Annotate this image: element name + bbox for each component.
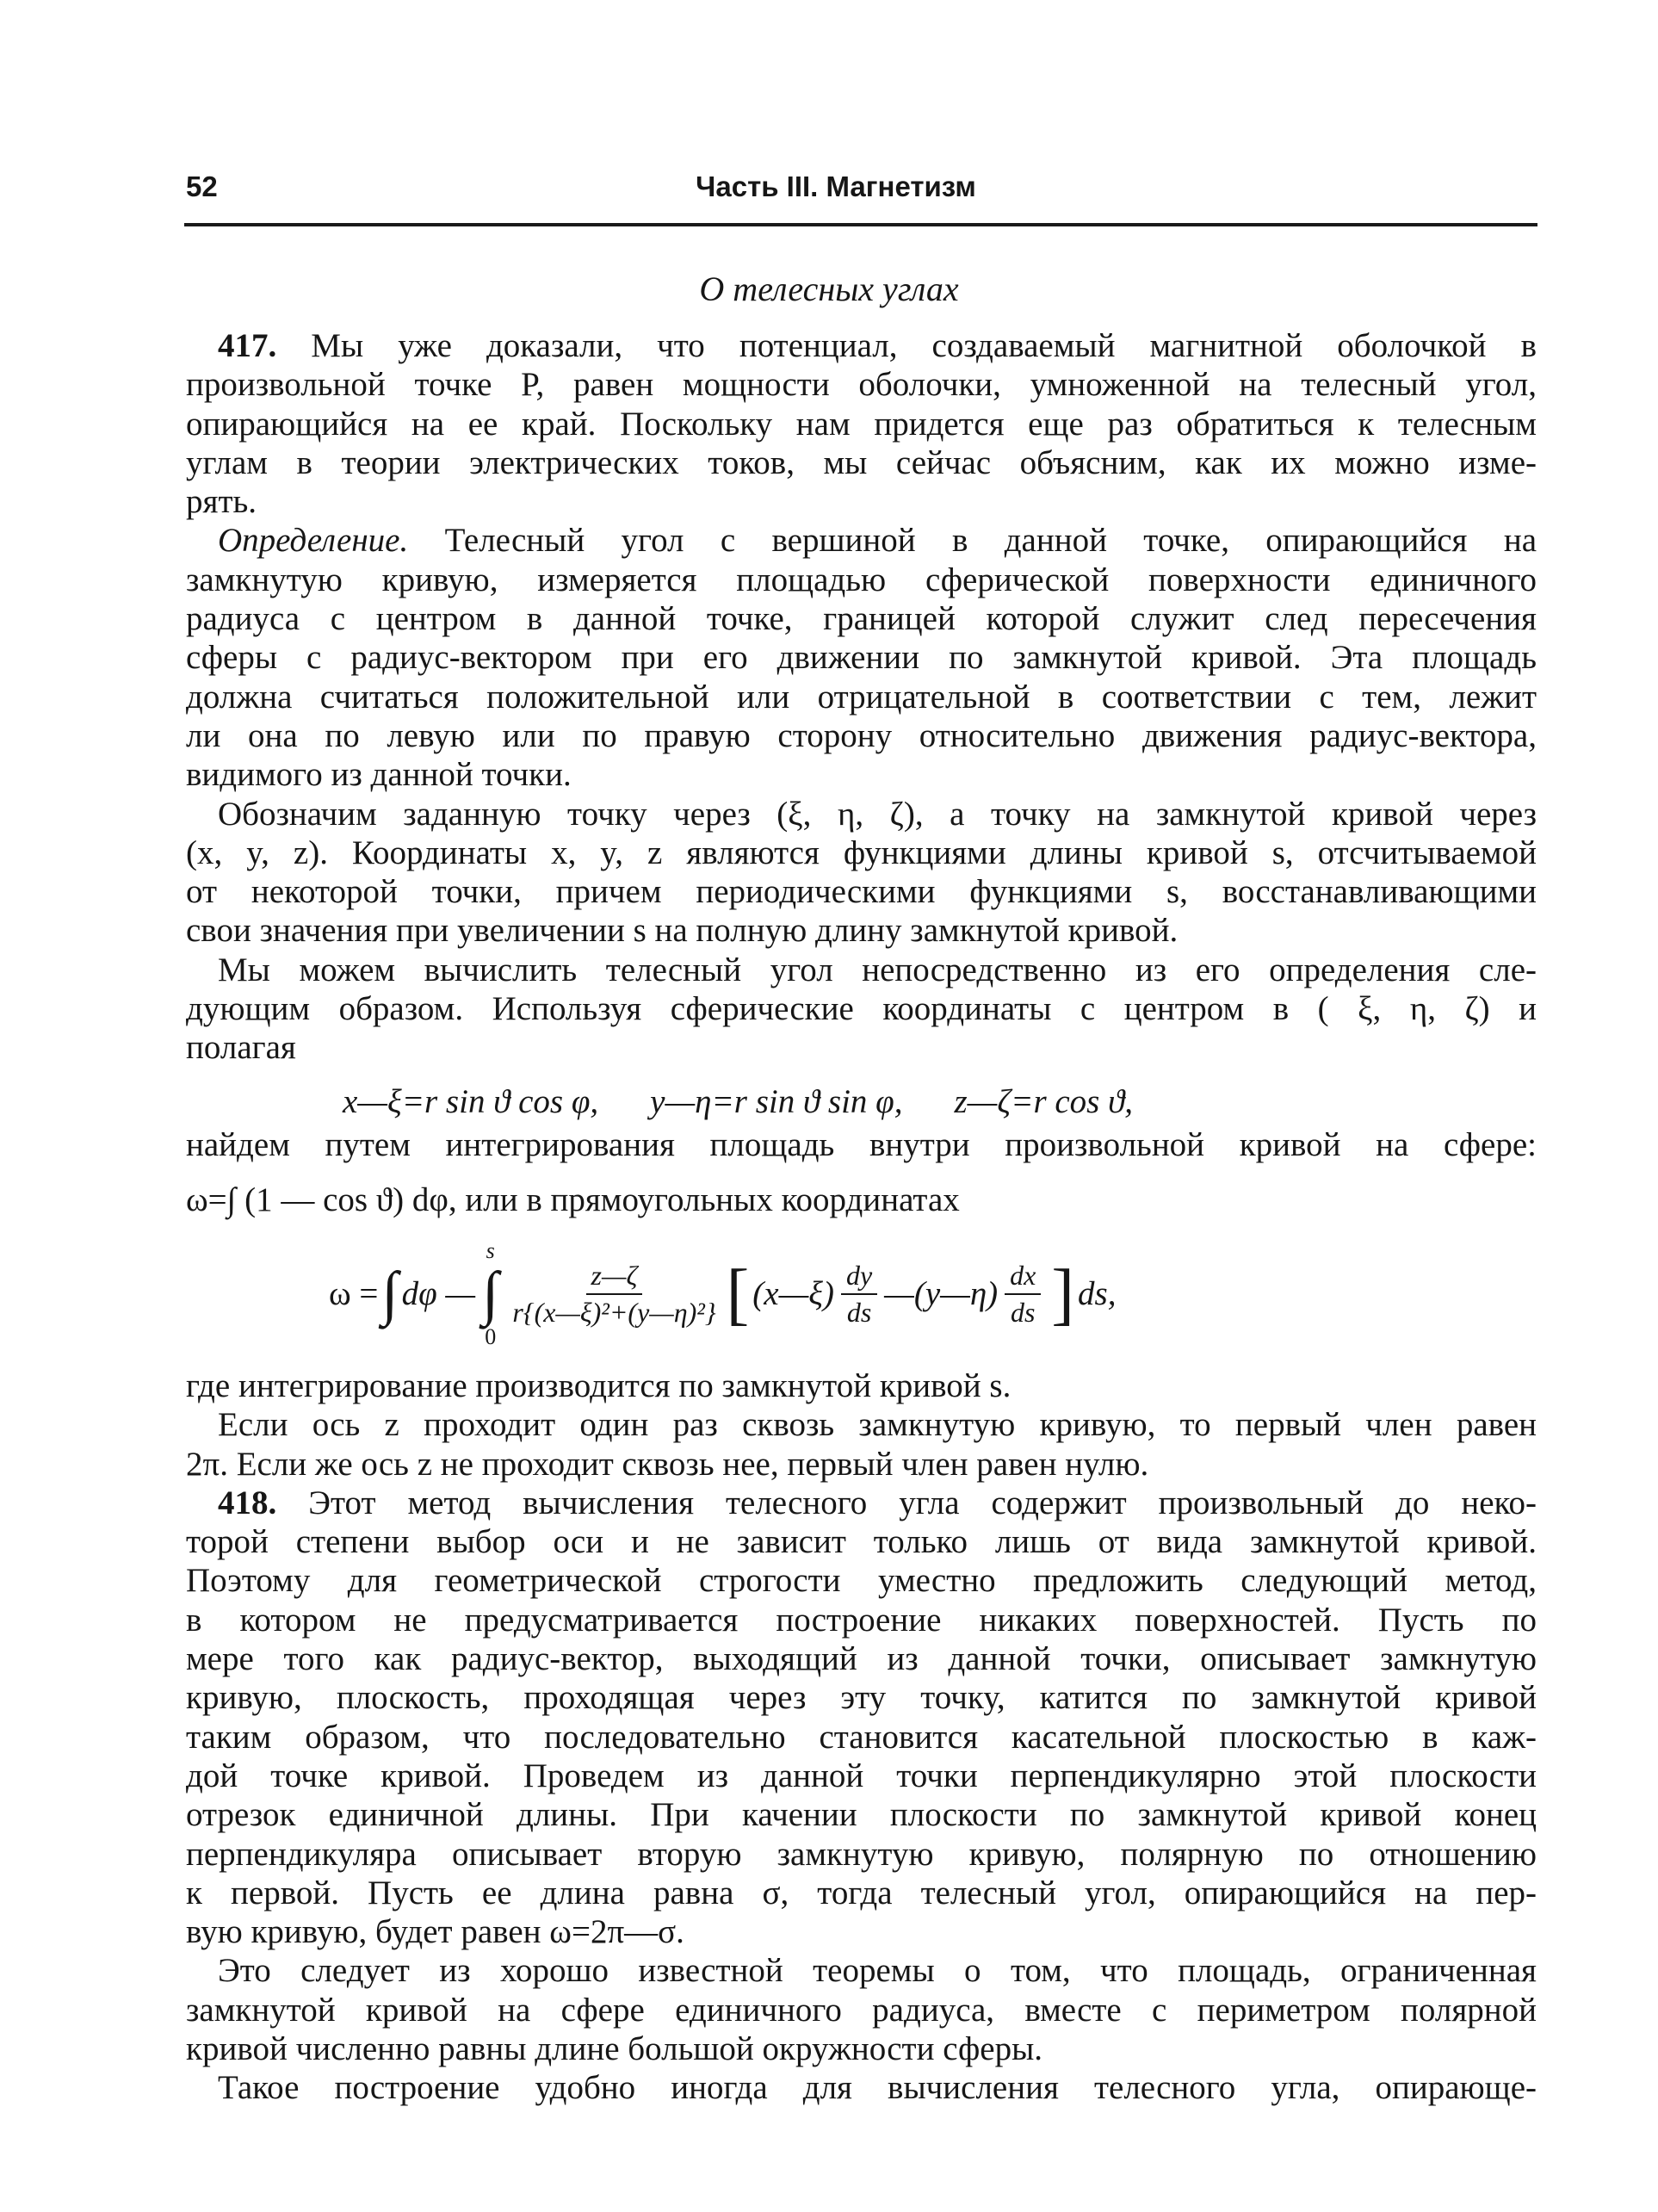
text-line <box>186 1835 1537 1874</box>
line-text: Это следует из хорошо известной теоремы о том, что площадь, ограниченная <box>218 1952 1537 1990</box>
text-line <box>186 1757 1537 1795</box>
text-line <box>186 833 1537 872</box>
line-text: полагая <box>186 1029 296 1067</box>
line-text: таким образом, что последовательно становится касательной плоскостью в каж- <box>186 1718 1537 1756</box>
line-text: должна считаться положительной или отрицательной в соответствии с тем, лежит <box>186 678 1537 716</box>
text-line <box>186 2068 1537 2107</box>
text-line <box>186 1718 1537 1757</box>
text-line <box>186 951 1537 989</box>
line-text: вую кривую, будет равен ω=2π—σ. <box>186 1913 684 1951</box>
right-bracket: ] <box>1051 1255 1075 1332</box>
line-text: мере того как радиус-вектор, выходящий из данной точки, описывает замкнутую <box>186 1640 1537 1678</box>
line-text: ли она по левую или по правую сторону относительно движения радиус-вектора, <box>186 716 1537 754</box>
line-text: Этот метод вычисления телесного угла содержит произвольный до неко- <box>276 1484 1537 1521</box>
line-text: замкнутую кривую, измеряется площадью сферической поверхности единичного <box>186 561 1537 598</box>
denominator: ds <box>846 1296 872 1328</box>
denominator: r{(x—ξ)²+(y—η)²} <box>512 1296 716 1328</box>
text-block-a <box>186 326 1537 1068</box>
line-text: свои значения при увеличении s на полную длину замкнутой кривой. <box>186 912 1179 950</box>
line-text: торой степени выбор оси и не зависит только лишь от вида замкнутой кривой. <box>186 1523 1537 1561</box>
text-line <box>186 1405 1537 1444</box>
text-line <box>186 1484 1537 1522</box>
text-line <box>186 1028 1537 1067</box>
text-line <box>186 365 1537 404</box>
text-line <box>186 1639 1537 1678</box>
line-text: от некоторой точки, причем периодическими функциями s, восстанавливающими <box>186 873 1537 911</box>
fraction-dy-ds <box>841 1260 877 1329</box>
running-head: Часть III. Магнетизм <box>696 170 976 202</box>
text-line <box>186 1874 1537 1912</box>
fraction <box>512 1260 715 1329</box>
text-line: ω=∫ (1 — cos ϑ) dφ, или в прямоугольных координатах <box>186 1181 960 1218</box>
formula-term: (x—ξ) <box>752 1275 834 1312</box>
line-text: кривую, плоскость, проходящая через эту точку, катится по замкнутой кривой <box>186 1679 1537 1717</box>
left-bracket: [ <box>726 1255 750 1332</box>
integral-sign: ∫ <box>381 1260 399 1327</box>
fraction-dx-ds <box>1005 1260 1041 1329</box>
line-text: Если ось z проходит один раз сквозь замкнутую кривую, то первый член равен <box>218 1406 1537 1444</box>
line-text: радиуса с центром в данной точке, границей которой служит след пересечения <box>186 600 1537 638</box>
formula-part: z—ζ=r cos ϑ, <box>954 1083 1133 1120</box>
text-line <box>186 1951 1537 1990</box>
line-text: видимого из данной точки. <box>186 756 572 794</box>
line-text: замкнутой кривой на сфере единичного радиуса, вместе с периметром полярной <box>186 1991 1537 2029</box>
line-text: Обозначим заданную точку через (ξ, η, ζ), а точку на замкнутой кривой через <box>218 795 1537 833</box>
formula-term: ds, <box>1078 1275 1117 1312</box>
line-text: в котором не предусматривается построение никаких поверхностей. Пусть по <box>186 1601 1537 1639</box>
formula-term: —(y—η) <box>884 1275 999 1312</box>
text-line <box>186 755 1537 794</box>
text-line <box>186 561 1537 599</box>
line-text: сферы с радиус-вектором при его движении по замкнутой кривой. Эта площадь <box>186 639 1537 677</box>
formula-solid-angle <box>329 1237 1117 1349</box>
line-text: 2π. Если же ось z не проходит сквозь нее, первый член равен нулю. <box>186 1445 1149 1483</box>
text-line <box>186 1445 1537 1484</box>
line-text: углам в теории электрических токов, мы сейчас объясним, как их можно изме- <box>186 443 1537 481</box>
formula-term: dφ — <box>401 1275 476 1312</box>
line-text: Мы уже доказали, что потенциал, создаваемый магнитной оболочкой в <box>276 327 1537 364</box>
text-line <box>186 795 1537 833</box>
integral-with-limits <box>482 1237 499 1349</box>
text-line <box>186 1366 1537 1405</box>
text-line <box>186 716 1537 755</box>
text-line <box>186 989 1537 1028</box>
text-line <box>186 521 1537 560</box>
line-text: перпендикуляра описывает вторую замкнутую кривую, полярную по отношению <box>186 1835 1537 1873</box>
text-line <box>186 872 1537 911</box>
lower-limit: 0 <box>485 1323 497 1349</box>
line-text: к первой. Пусть ее длина равна σ, тогда телесный угол, опирающийся на пер- <box>186 1874 1537 1911</box>
formula-lhs: ω = <box>329 1275 379 1312</box>
integral-sign: ∫ <box>482 1260 499 1327</box>
paragraph-lead: 417. <box>218 327 277 364</box>
formula-part: x—ξ=r sin ϑ cos φ, <box>343 1083 599 1120</box>
text-line <box>186 678 1537 716</box>
line-text: Поэтому для геометрической строгости уместно предложить следующий метод, <box>186 1562 1537 1600</box>
formula-part: y—η=r sin ϑ sin φ, <box>650 1083 903 1120</box>
text-line <box>186 405 1537 443</box>
text-line <box>186 638 1537 677</box>
line-text: дующим образом. Используя сферические координаты с центром в ( ξ, η, ζ) и <box>186 990 1537 1028</box>
text-line <box>186 911 1537 950</box>
text-line <box>186 599 1537 638</box>
line-text: произвольной точке P, равен мощности оболочки, умноженной на телесный угол, <box>186 366 1537 404</box>
text-line <box>186 2029 1537 2068</box>
line-text: опирающийся на ее край. Поскольку нам придется еще раз обратиться к телесным <box>186 405 1537 443</box>
text-line: найдем путем интегрирования площадь внутри произвольной кривой на сфере: <box>186 1126 1537 1163</box>
page-number: 52 <box>186 170 218 202</box>
line-text: рять. <box>186 483 257 521</box>
text-line <box>186 1601 1537 1639</box>
line-text: Телесный угол с вершиной в данной точке, опирающийся на <box>408 522 1537 560</box>
line-text: Такое построение удобно иногда для вычисления телесного угла, опирающе- <box>218 2069 1537 2107</box>
text-line <box>186 1912 1537 1951</box>
numerator: dx <box>1005 1260 1041 1295</box>
text-line <box>186 1991 1537 2029</box>
line-text: дой точке кривой. Проведем из данной точки перпендикулярно этой плоскости <box>186 1757 1537 1794</box>
text-line <box>186 1795 1537 1834</box>
line-text: Мы можем вычислить телесный угол непосредственно из его определения сле- <box>218 951 1537 988</box>
text-line <box>186 1678 1537 1717</box>
line-text: где интегрирование производится по замкнутой кривой s. <box>186 1367 1012 1404</box>
paragraph-lead: 418. <box>218 1484 277 1521</box>
section-title: О телесных углах <box>699 270 959 308</box>
header-rule <box>184 223 1537 226</box>
text-line <box>186 326 1537 365</box>
denominator: ds <box>1011 1296 1036 1328</box>
upper-limit: s <box>486 1237 495 1263</box>
paragraph-lead: Определение. <box>218 522 409 560</box>
text-line <box>186 443 1537 482</box>
text-line <box>186 1522 1537 1561</box>
numerator: dy <box>841 1260 877 1295</box>
line-text: кривой численно равны длине большой окружности сферы. <box>186 2030 1043 2068</box>
formula-spherical-coords <box>343 1082 1133 1121</box>
line-text: отрезок единичной длины. При качении плоскости по замкнутой кривой конец <box>186 1796 1537 1834</box>
text-line <box>186 1561 1537 1600</box>
numerator: z—ζ <box>586 1260 643 1295</box>
text-line <box>186 482 1537 521</box>
line-text: (x, y, z). Координаты x, y, z являются функциями длины кривой s, отсчитываемой <box>186 833 1537 871</box>
text-block-b <box>186 1366 1537 2108</box>
